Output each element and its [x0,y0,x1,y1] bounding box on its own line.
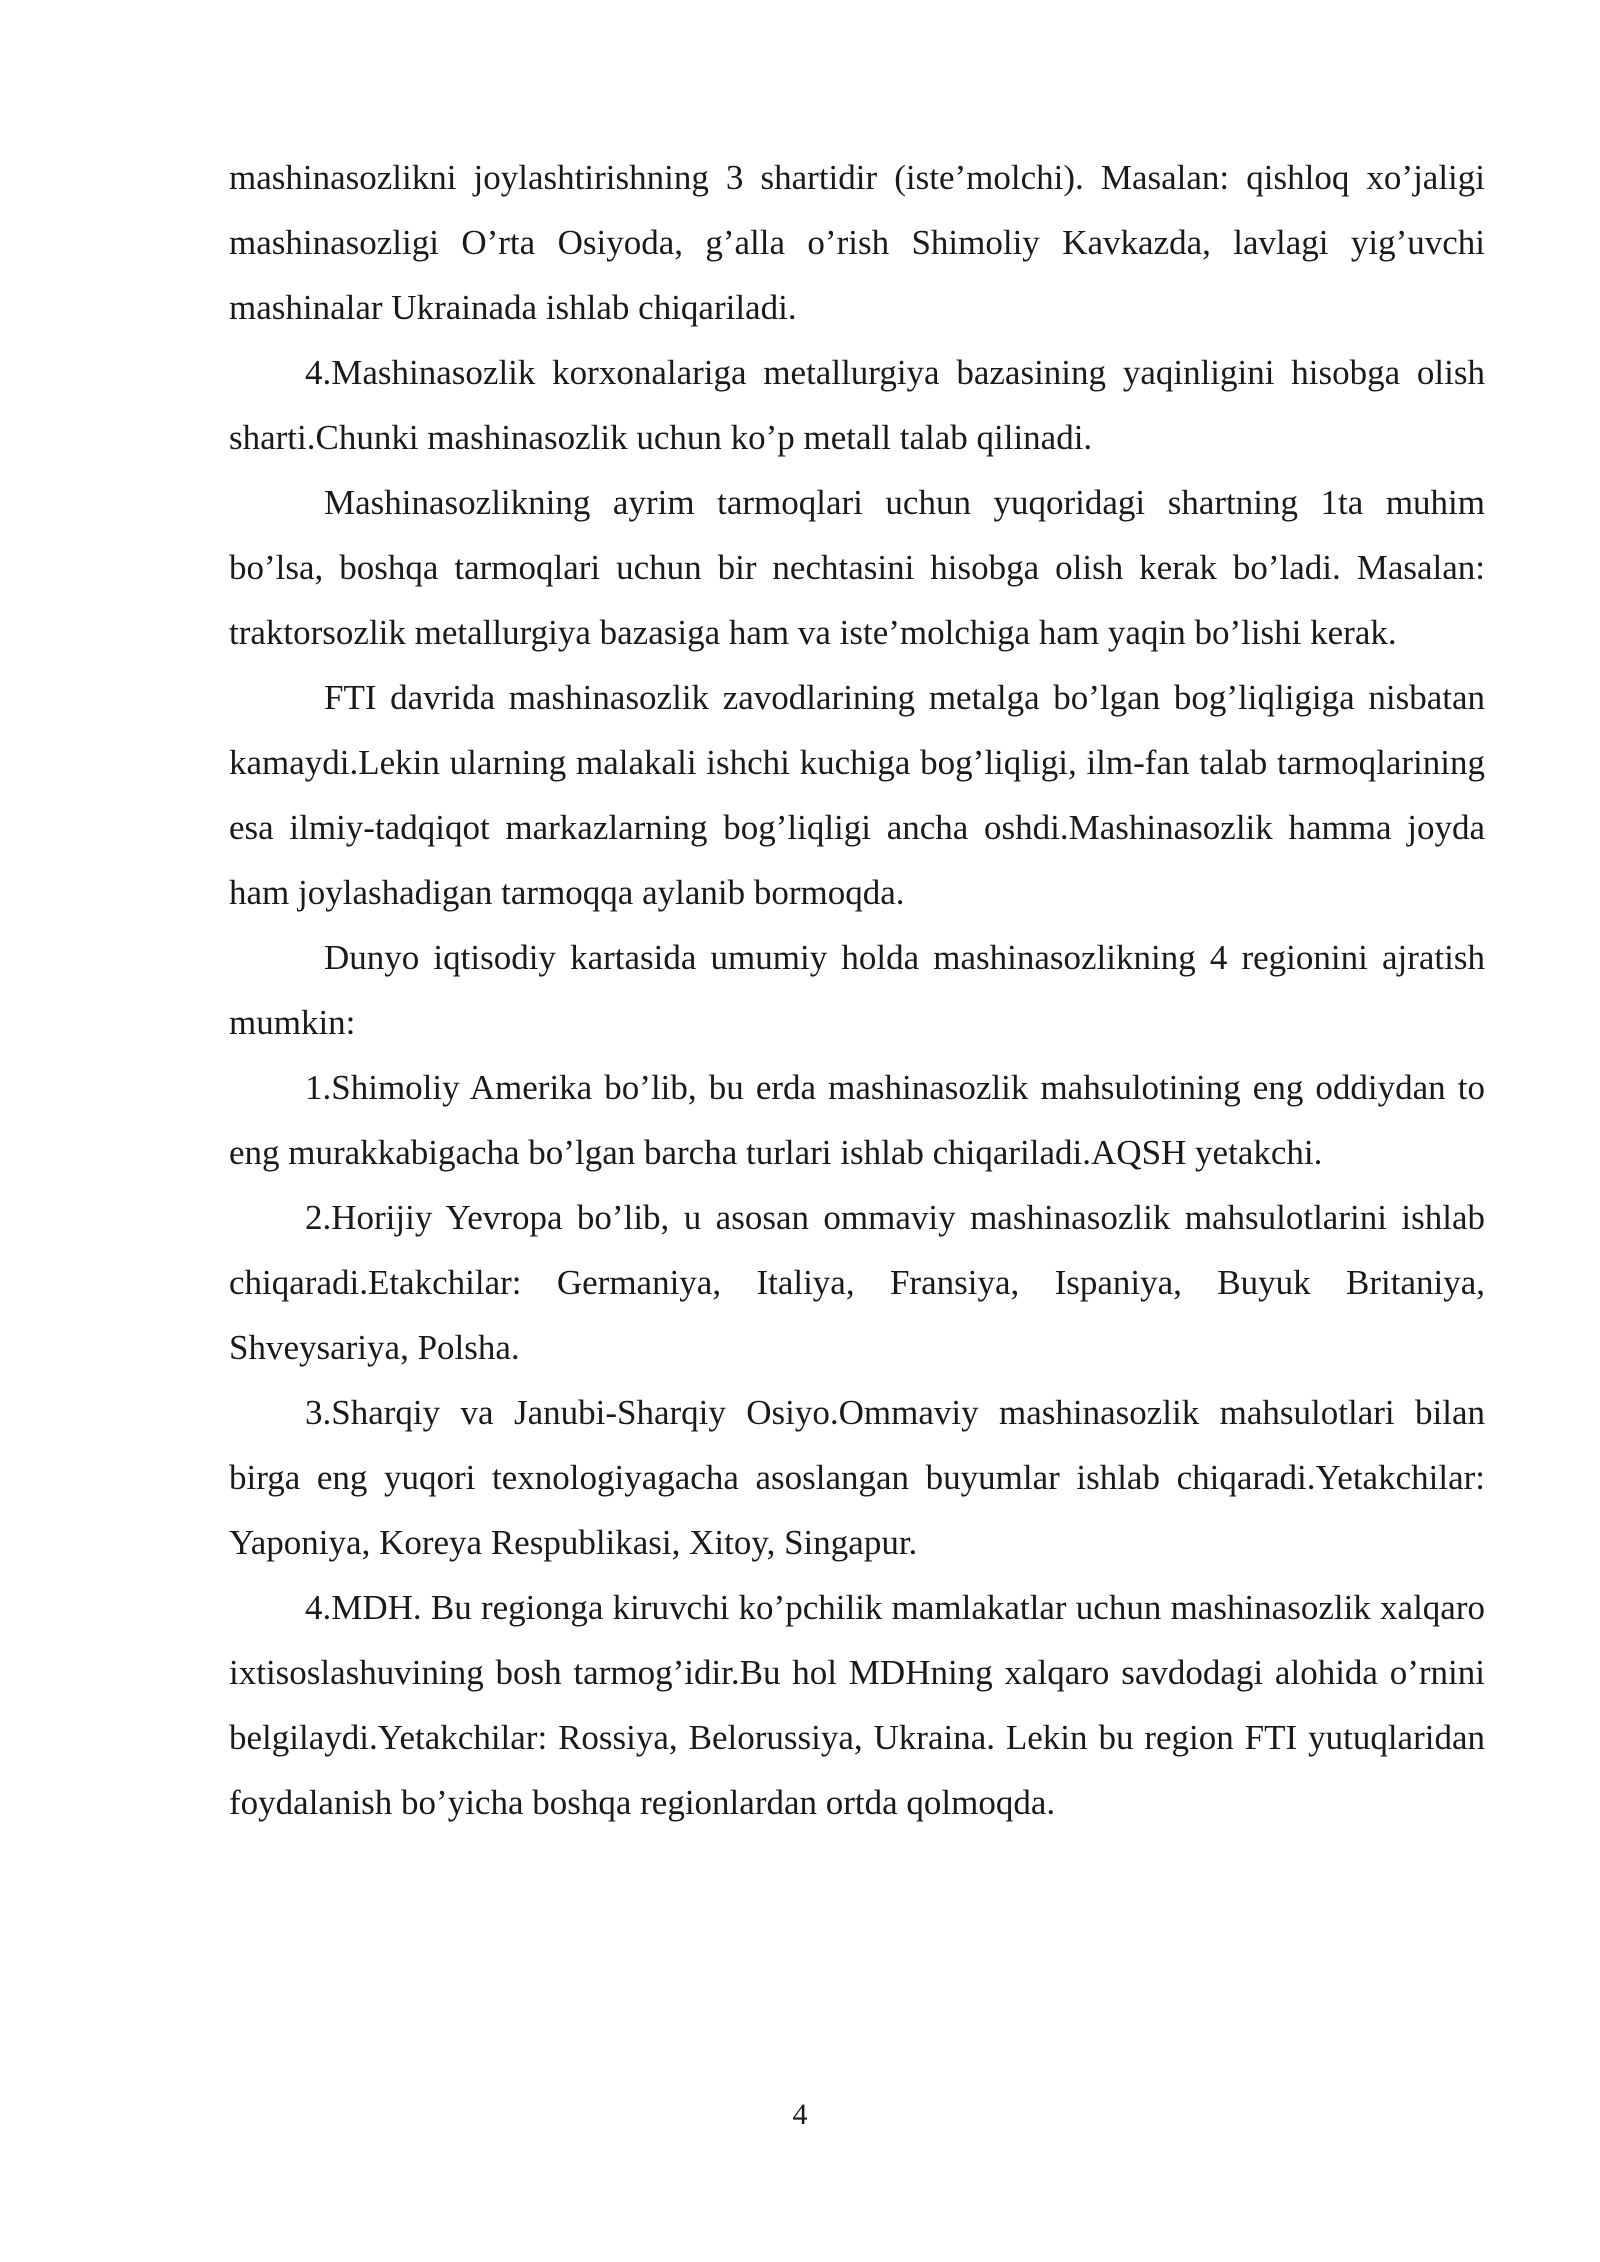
paragraph-branches: Mashinasozlikning ayrim tarmoqlari uchun yuqoridagi shartning 1ta muhim bo’lsa, boshqa tarmoqlari uchun bir nechtasini hisobga olish kerak bo’ladi. Masalan: traktorsozlik metallurgiya bazasiga ham va iste’molchiga ham yaqin bo’lishi kerak. [229,483,1485,652]
paragraph-regions-intro: Dunyo iqtisodiy kartasida umumiy holda mashinasozlikning 4 regionini ajratish mumkin: [229,938,1485,1042]
paragraph-region-north-america: 1.Shimoliy Amerika bo’lib, bu erda mashinasozlik mahsulotining eng oddiydan to eng murakkabigacha bo’lgan barcha turlari ishlab chiqariladi.AQSH yetakchi. [229,1068,1485,1172]
paragraph-region-europe: 2.Horijiy Yevropa bo’lib, u asosan ommaviy mashinasozlik mahsulotlarini ishlab chiqaradi.Etakchilar: Germaniya, Italiya, Fransiya, Ispaniya, Buyuk Britaniya, Shveysariya, Polsha. [229,1198,1485,1367]
paragraph-region-cis: 4.MDH. Bu regionga kiruvchi ko’pchilik mamlakatlar uchun mashinasozlik xalqaro ixtisoslashuvining bosh tarmog’idir.Bu hol MDHning xalqaro savdodagi alohida o’rnini belgilaydi.Yetakchilar: Rossiya, Belorussiya, Ukraina. Lekin bu region FTI yutuqlaridan foydalanish bo’yicha boshqa regionlardan ortda qolmoqda. [229,1588,1485,1822]
page-number: 4 [792,2098,808,2131]
paragraph-condition-4: 4.Mashinasozlik korxonalariga metallurgiya bazasining yaqinligini hisobga olish sharti.Chunki mashinasozlik uchun ko’p metall talab qilinadi. [229,353,1485,457]
paragraph-region-asia: 3.Sharqiy va Janubi-Sharqiy Osiyo.Ommaviy mashinasozlik mahsulotlari bilan birga eng yuqori texnologiyagacha asoslangan buyumlar ishlab chiqaradi.Yetakchilar: Yaponiya, Koreya Respublikasi, Xitoy, Singapur. [229,1393,1485,1562]
document-body [229,145,1485,1835]
paragraph-continuation: mashinasozlikni joylashtirishning 3 shartidir (iste’molchi). Masalan: qishloq xo’jaligi mashinasozligi O’rta Osiyoda, g’alla o’rish Shimoliy Kavkazda, lavlagi yig’uvchi mashinalar Ukrainada ishlab chiqariladi. [229,158,1485,327]
paragraph-fti: FTI davrida mashinasozlik zavodlarining metalga bo’lgan bog’liqligiga nisbatan kamaydi.Lekin ularning malakali ishchi kuchiga bog’liqligi, ilm-fan talab tarmoqlarining esa ilmiy-tadqiqot markazlarning bog’liqligi ancha oshdi.Mashinasozlik hamma joyda ham joylashadigan tarmoqqa aylanib bormoqda. [229,678,1485,912]
